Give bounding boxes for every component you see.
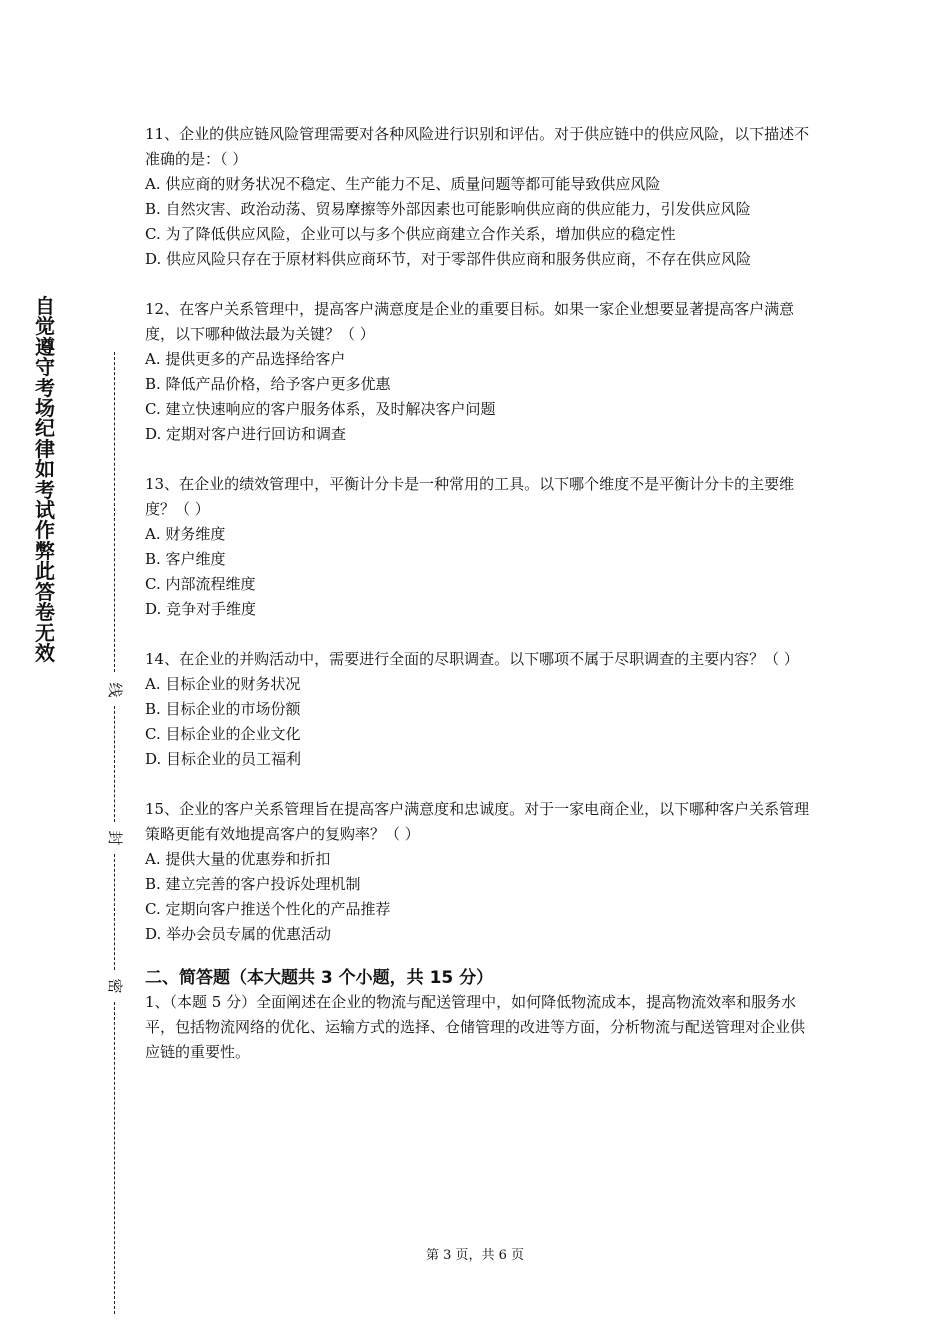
- option-c: C. 目标企业的企业文化: [145, 725, 301, 743]
- option-b: B. 自然灾害、政治动荡、贸易摩擦等外部因素也可能影响供应商的供应能力，引发供应风险: [145, 200, 751, 218]
- exam-content: [145, 122, 810, 1065]
- option-a: A. 提供更多的产品选择给客户: [145, 350, 346, 368]
- question-stem: 12、在客户关系管理中，提高客户满意度是企业的重要目标。如果一家企业想要显著提高客户满意度，以下哪种做法最为关键？（ ）: [145, 300, 795, 343]
- option-b: B. 客户维度: [145, 550, 226, 568]
- seal-mark-seal: 封: [106, 830, 124, 846]
- seal-mark-line: 线: [106, 682, 124, 698]
- question-14: [145, 647, 810, 772]
- option-c: C. 建立快速响应的客户服务体系，及时解决客户问题: [145, 400, 496, 418]
- question-15: [145, 797, 810, 947]
- option-c: C. 定期向客户推送个性化的产品推荐: [145, 900, 391, 918]
- option-b: B. 建立完善的客户投诉处理机制: [145, 875, 361, 893]
- option-a: A. 供应商的财务状况不稳定、生产能力不足、质量问题等都可能导致供应风险: [145, 175, 661, 193]
- question-13: [145, 472, 810, 622]
- option-a: A. 提供大量的优惠券和折扣: [145, 850, 331, 868]
- binding-dash-line: [114, 1002, 115, 1314]
- option-b: B. 目标企业的市场份额: [145, 700, 301, 718]
- option-c: C. 内部流程维度: [145, 575, 256, 593]
- binding-dash-line: [114, 706, 115, 822]
- binding-dash-line: [114, 854, 115, 970]
- question-stem: 15、企业的客户关系管理旨在提高客户满意度和忠诚度。对于一家电商企业，以下哪种客户关系管理策略更能有效地提高客户的复购率？（ ）: [145, 800, 810, 843]
- question-stem: 14、在企业的并购活动中，需要进行全面的尽职调查。以下哪项不属于尽职调查的主要内容？（ ）: [145, 650, 799, 668]
- option-d: D. 定期对客户进行回访和调查: [145, 425, 347, 443]
- option-b: B. 降低产品价格，给予客户更多优惠: [145, 375, 391, 393]
- option-d: D. 供应风险只存在于原材料供应商环节，对于零部件供应商和服务供应商，不存在供应风险: [145, 250, 752, 268]
- section-title-short-answer: 二、简答题（本大题共 3 个小题，共 15 分）: [145, 968, 494, 988]
- question-12: [145, 297, 810, 447]
- page-number: 第 3 页，共 6 页: [425, 1248, 525, 1263]
- option-d: D. 目标企业的员工福利: [145, 750, 302, 768]
- question-11: [145, 122, 810, 272]
- seal-mark-secret: 密: [106, 978, 124, 994]
- option-a: A. 目标企业的财务状况: [145, 675, 301, 693]
- question-stem: 13、在企业的绩效管理中，平衡计分卡是一种常用的工具。以下哪个维度不是平衡计分卡的主要维度？（ ）: [145, 475, 795, 518]
- binding-dash-line: [114, 352, 115, 672]
- option-d: D. 举办会员专属的优惠活动: [145, 925, 332, 943]
- short-answer-question-1: 1、（本题 5 分）全面阐述在企业的物流与配送管理中，如何降低物流成本，提高物流效率和服务水平，包括物流网络的优化、运输方式的选择、仓储管理的改进等方面，分析物流与配送管理对企业供应链的重要性。: [145, 993, 806, 1061]
- option-d: D. 竞争对手维度: [145, 600, 257, 618]
- exam-discipline-notice: 自觉遵守考场纪律如考试作弊此答卷无效: [35, 294, 55, 665]
- option-a: A. 财务维度: [145, 525, 226, 543]
- option-c: C. 为了降低供应风险，企业可以与多个供应商建立合作关系，增加供应的稳定性: [145, 225, 676, 243]
- question-stem: 11、企业的供应链风险管理需要对各种风险进行识别和评估。对于供应链中的供应风险，以下描述不准确的是：（ ）: [145, 125, 810, 168]
